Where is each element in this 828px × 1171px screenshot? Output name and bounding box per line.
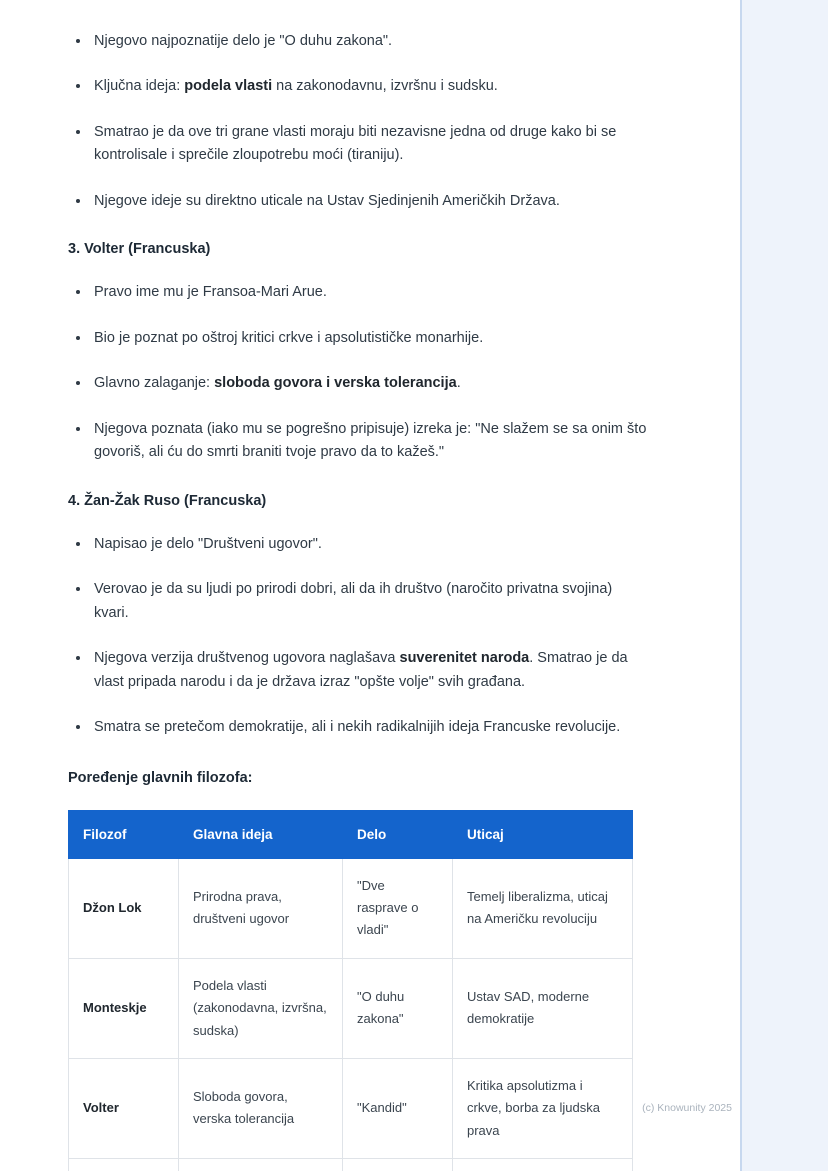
bullet-text-bold: sloboda govora i verska tolerancija (214, 375, 457, 392)
list-item (68, 647, 648, 694)
section-heading-ruso: 4. Žan-Žak Ruso (Francuska) (68, 492, 267, 509)
bullet-text: Bio je poznat po oštroj kritici crkve i apsolutističke monarhije. (94, 329, 484, 346)
table-col-header-uticaj: Uticaj (453, 810, 633, 858)
cell-filozof: Monteskje (69, 958, 179, 1058)
bullet-text-post: . (456, 375, 461, 392)
cell-delo: "Dve rasprave o vladi" (343, 858, 453, 958)
cell-delo (343, 1158, 453, 1171)
bullet-text-bold: suverenitet naroda (399, 650, 530, 667)
bullet-text: Njegovo najpoznatije delo je "O duhu zakona". (94, 33, 393, 49)
table-heading: Poređenje glavnih filozofa: (68, 769, 253, 786)
bullet-text: Smatra se pretečom demokratije, ali i nekih radikalnijih ideja Francuske revolucije. (94, 719, 621, 736)
list-item (68, 418, 648, 465)
list-item (68, 716, 648, 739)
list-item (68, 75, 648, 98)
list-item (68, 372, 648, 395)
list-item (68, 327, 648, 350)
bullet-text: Njegove ideje su direktno uticale na Ustav Sjedinjenih Američkih Država. (94, 192, 560, 209)
cell-filozof (69, 1158, 179, 1171)
list-item (68, 578, 648, 625)
table-row (69, 958, 633, 1058)
comparison-table (68, 810, 633, 1171)
table-row (69, 858, 633, 958)
cell-delo: "Kandid" (343, 1058, 453, 1158)
table-row-partial (69, 1158, 633, 1171)
table-row (69, 1058, 633, 1158)
list-item (68, 30, 648, 53)
table-col-header-filozof: Filozof (69, 810, 179, 858)
bullet-text-bold: podela vlasti (184, 78, 273, 95)
cell-ideja: Sloboda govora, verska tolerancija (179, 1058, 343, 1158)
cell-ideja: Prirodna prava, društveni ugovor (179, 858, 343, 958)
list-item (68, 121, 648, 168)
cell-filozof: Džon Lok (69, 858, 179, 958)
bullet-text-post: . Smatrao je da vlast pripada narodu i da je država izraz "opšte volje" svih građana. (94, 650, 628, 690)
bullet-text: Smatrao je da ove tri grane vlasti moraju biti nezavisne jedna od druge kako bi se kontrolisale i sprečile zloupotrebu moći (tiraniju). (94, 123, 617, 164)
cell-uticaj: Ustav SAD, moderne demokratije (453, 958, 633, 1058)
volter-bullet-list (68, 281, 648, 464)
cell-ideja: Podela vlasti (zakonodavna, izvršna, sudska) (179, 958, 343, 1058)
cell-uticaj: Kritika apsolutizma i crkve, borba za ljudska prava (453, 1058, 633, 1158)
bullet-text-pre: Ključna ideja: (94, 78, 185, 95)
bullet-text: Napisao je delo "Društveni ugovor". (94, 535, 322, 552)
top-bullet-list (68, 30, 648, 213)
bullet-text-pre: Glavno zalaganje: (94, 375, 215, 392)
cell-ideja (179, 1158, 343, 1171)
table-col-header-delo: Delo (343, 810, 453, 858)
section-heading-volter: 3. Volter (Francuska) (68, 241, 211, 258)
cell-uticaj (453, 1158, 633, 1171)
bullet-text: Pravo ime mu je Fransoa-Mari Arue. (94, 284, 327, 301)
bullet-text-post: na zakonodavnu, izvršnu i sudsku. (272, 78, 498, 95)
cell-delo: "O duhu zakona" (343, 958, 453, 1058)
cell-uticaj: Temelj liberalizma, uticaj na Američku revoluciju (453, 858, 633, 958)
bullet-text: Njegova poznata (iako mu se pogrešno pripisuje) izreka je: "Ne slažem se sa onim što govoriš, ali ću do smrti braniti tvoje pravo da to kažeš." (94, 420, 647, 461)
list-item (68, 190, 648, 213)
list-item (68, 533, 648, 556)
list-item (68, 281, 648, 304)
table-header-row (69, 810, 633, 858)
watermark: (c) Knowunity 2025 (642, 1102, 732, 1114)
bullet-text: Verovao je da su ljudi po prirodi dobri, ali da ih društvo (naročito privatna svojina) kvari. (94, 581, 613, 621)
document-content (68, 30, 648, 1171)
table-col-header-glavna-ideja: Glavna ideja (179, 810, 343, 858)
bullet-text-pre: Njegova verzija društvenog ugovora naglašava (94, 650, 400, 667)
ruso-bullet-list (68, 533, 648, 740)
page-edge-strip (742, 0, 828, 1171)
cell-filozof: Volter (69, 1058, 179, 1158)
